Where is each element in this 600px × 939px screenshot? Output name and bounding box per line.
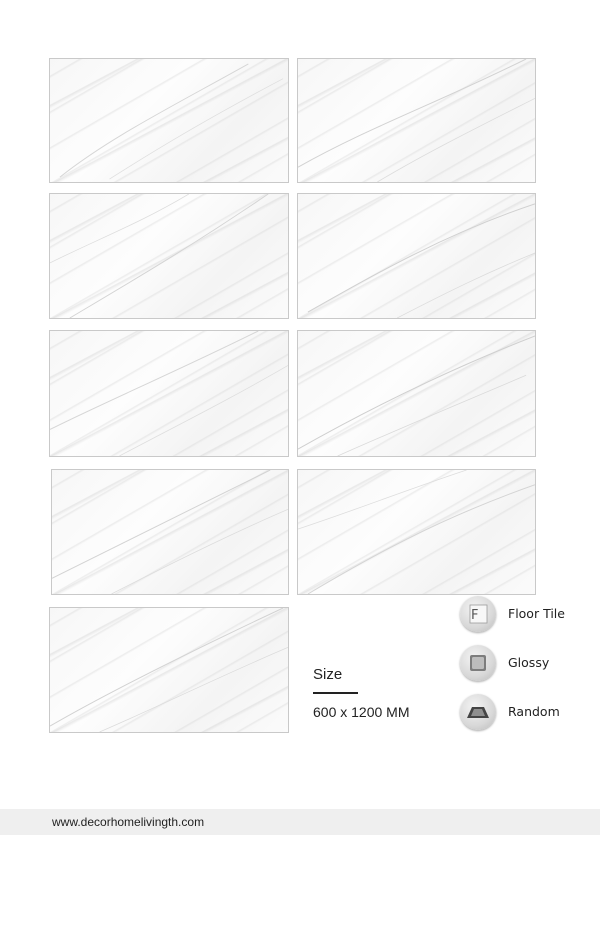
feature-glossy: [460, 645, 590, 685]
website-url[interactable]: www.decorhomelivingth.com: [52, 815, 205, 829]
feature-label: Random: [508, 704, 560, 719]
marble-tile-swatch-3: [49, 193, 289, 319]
size-value: 600 x 1200 MM: [313, 704, 410, 720]
marble-tile-swatch-9: [49, 607, 289, 733]
footer-band: [0, 809, 600, 835]
marble-tile-swatch-2: [297, 58, 536, 183]
size-label: Size: [313, 666, 343, 683]
floor-tile-icon: [460, 596, 496, 632]
feature-floor-tile: [460, 596, 590, 636]
marble-tile-swatch-7: [51, 469, 289, 595]
glossy-icon: [460, 645, 496, 681]
feature-label: Floor Tile: [508, 606, 565, 621]
svg-text:F: F: [471, 608, 479, 623]
marble-tile-swatch-4: [297, 193, 536, 319]
feature-random: [460, 694, 590, 734]
marble-tile-swatch-6: [297, 330, 536, 457]
feature-label: Glossy: [508, 655, 550, 670]
size-divider: [313, 692, 358, 694]
marble-tile-swatch-1: [49, 58, 289, 183]
marble-tile-swatch-8: [297, 469, 536, 595]
random-icon: [460, 694, 496, 730]
marble-tile-swatch-5: [49, 330, 289, 457]
